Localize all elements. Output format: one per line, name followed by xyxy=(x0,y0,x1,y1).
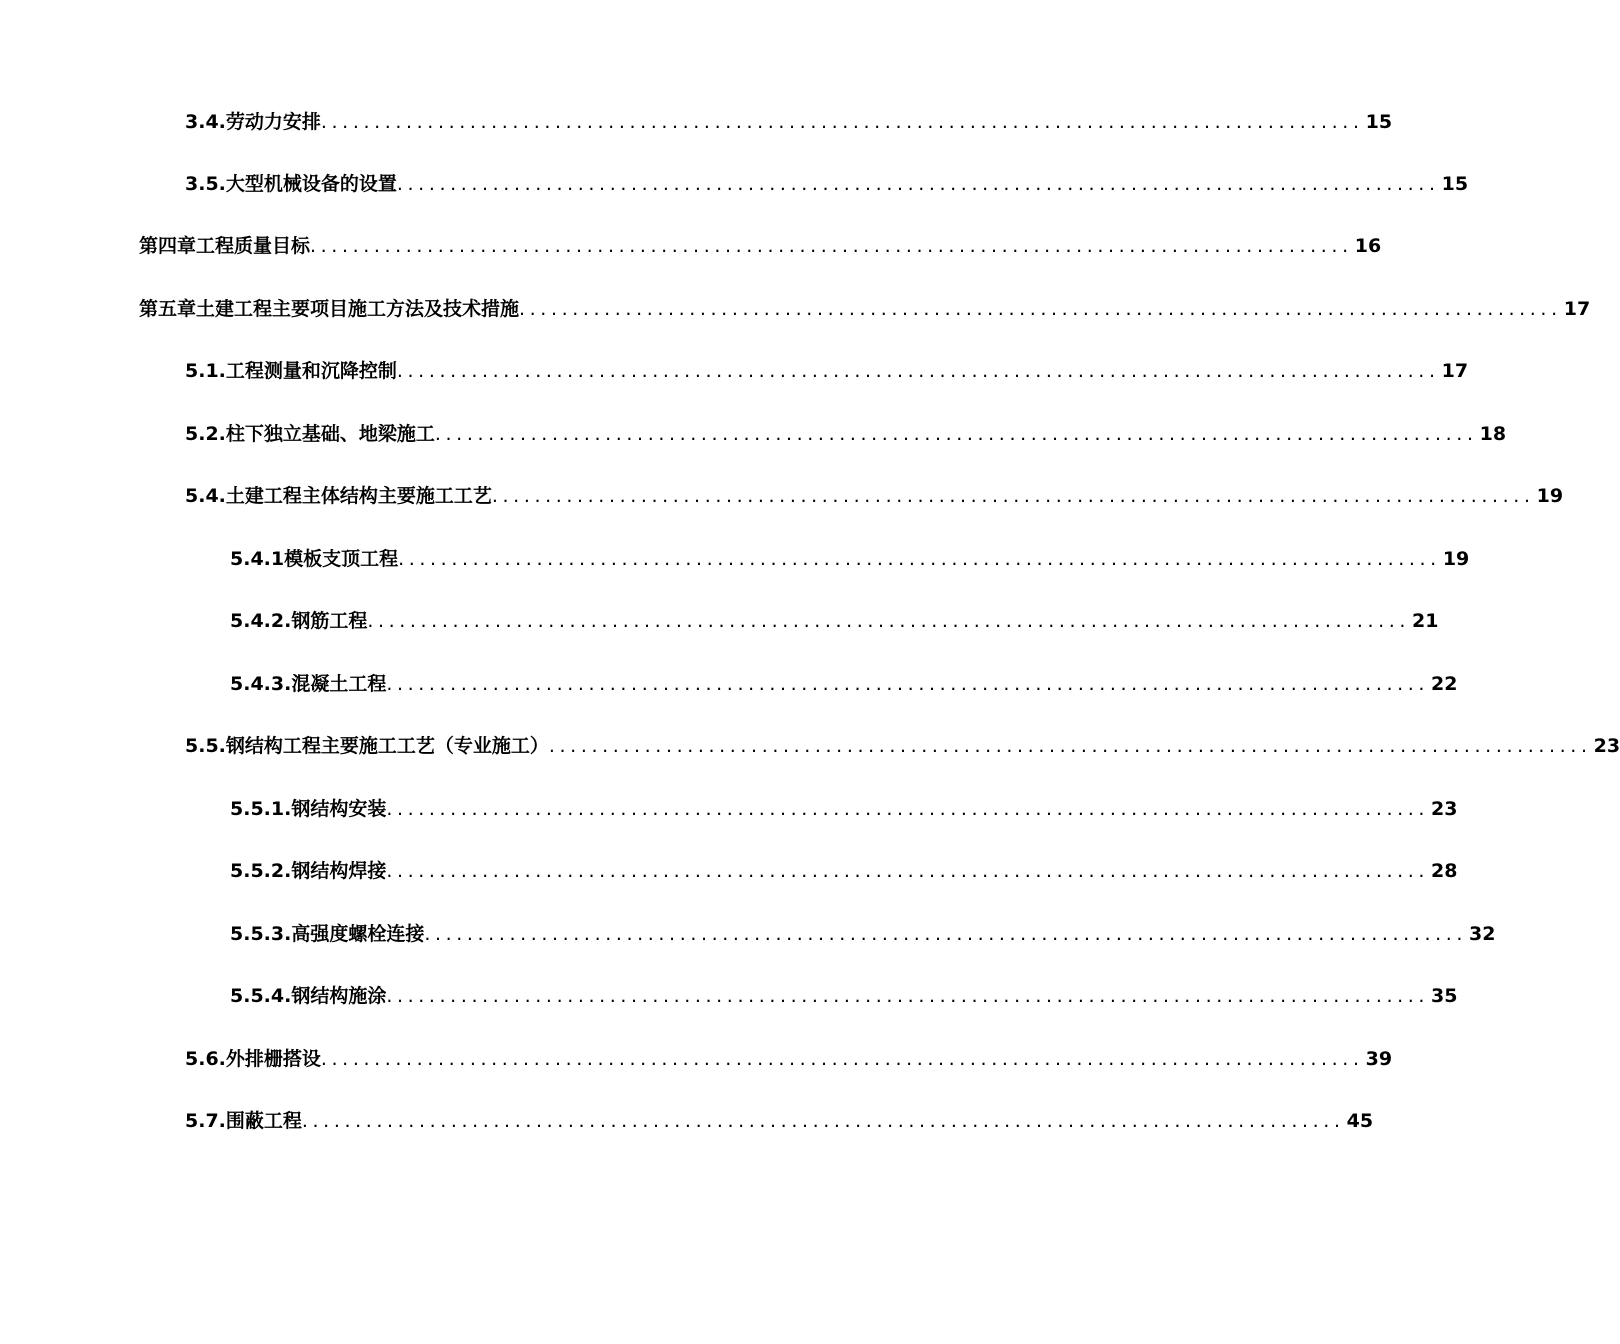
toc-entry-number: 第五章 xyxy=(139,298,197,320)
toc-entry-number: 5.5.4. xyxy=(230,985,292,1007)
toc-entry-5-7[interactable] xyxy=(185,1103,1374,1133)
toc-entry-5-5-4[interactable] xyxy=(230,978,1458,1008)
dot-leader: .................................................................................................. xyxy=(386,860,1430,882)
toc-entry-title: 外排栅搭设 xyxy=(225,1048,321,1070)
toc-entry-5-2[interactable] xyxy=(185,416,1507,446)
toc-entry-title: 钢结构安装 xyxy=(291,798,387,820)
toc-entry-title: 工程质量目标 xyxy=(196,235,311,257)
toc-entry-page: 19 xyxy=(1442,548,1470,570)
toc-entry-page: 16 xyxy=(1354,235,1382,257)
toc-entry-page: 18 xyxy=(1479,423,1507,445)
toc-entry-chapter-4[interactable] xyxy=(139,228,1382,258)
toc-entry-5-4-3[interactable] xyxy=(230,666,1458,696)
dot-leader: .................................................................................................. xyxy=(386,985,1430,1007)
toc-entry-chapter-5[interactable] xyxy=(139,291,1591,321)
dot-leader: .................................................................................................. xyxy=(548,735,1592,757)
toc-entry-number: 3.4. xyxy=(185,111,226,133)
dot-leader: .................................................................................................. xyxy=(424,923,1468,945)
toc-entry-number: 5.5. xyxy=(185,735,226,757)
dot-leader: .................................................................................................. xyxy=(310,235,1353,257)
toc-entry-5-1[interactable] xyxy=(185,353,1469,383)
toc-entry-page: 17 xyxy=(1441,360,1469,382)
toc-entry-number: 5.1. xyxy=(185,360,226,382)
toc-entry-number: 5.4.1 xyxy=(230,548,285,570)
toc-entry-page: 23 xyxy=(1431,798,1458,820)
toc-entry-number: 5.7. xyxy=(185,1110,226,1132)
toc-entry-3-5[interactable] xyxy=(185,166,1469,196)
toc-entry-page: 17 xyxy=(1563,298,1591,320)
dot-leader: .................................................................................................. xyxy=(491,485,1535,507)
toc-entry-number: 5.4.3. xyxy=(230,673,292,695)
dot-leader: .................................................................................................. xyxy=(320,1048,1364,1070)
toc-entry-page: 19 xyxy=(1536,485,1564,507)
dot-leader: .................................................................................................. xyxy=(398,548,1441,570)
toc-entry-page: 39 xyxy=(1365,1048,1393,1070)
toc-entry-5-4[interactable] xyxy=(185,478,1564,508)
toc-entry-5-6[interactable] xyxy=(185,1041,1393,1071)
dot-leader: .................................................................................................. xyxy=(396,360,1440,382)
toc-entry-5-5[interactable] xyxy=(185,728,1620,758)
toc-entry-page: 35 xyxy=(1431,985,1458,1007)
toc-entry-title: 土建工程主体结构主要施工工艺 xyxy=(225,485,492,507)
toc-entry-number: 5.5.3. xyxy=(230,923,292,945)
toc-entry-title: 大型机械设备的设置 xyxy=(225,173,397,195)
toc-entry-5-5-2[interactable] xyxy=(230,853,1458,883)
dot-leader: .................................................................................................. xyxy=(519,298,1562,320)
toc-entry-title: 高强度螺栓连接 xyxy=(291,923,425,945)
toc-entry-title: 混凝土工程 xyxy=(291,673,387,695)
toc-entry-title: 钢结构施涂 xyxy=(291,985,387,1007)
toc-entry-page: 21 xyxy=(1412,610,1439,632)
dot-leader: .................................................................................................. xyxy=(367,610,1411,632)
toc-entry-5-4-1[interactable] xyxy=(230,541,1470,571)
toc-entry-page: 15 xyxy=(1365,111,1393,133)
toc-entry-title: 柱下独立基础、地梁施工 xyxy=(225,423,435,445)
toc-entry-5-5-3[interactable] xyxy=(230,916,1496,946)
toc-entry-number: 5.5.1. xyxy=(230,798,292,820)
toc-entry-page: 28 xyxy=(1431,860,1458,882)
toc-entry-title: 钢结构工程主要施工工艺（专业施工） xyxy=(225,735,549,757)
toc-entry-number: 5.6. xyxy=(185,1048,226,1070)
dot-leader: .................................................................................................. xyxy=(301,1110,1345,1132)
toc-entry-number: 5.2. xyxy=(185,423,226,445)
toc-entry-title: 模板支顶工程 xyxy=(284,548,399,570)
toc-entry-page: 32 xyxy=(1469,923,1496,945)
toc-entry-3-4[interactable] xyxy=(185,104,1393,134)
dot-leader: .................................................................................................. xyxy=(320,111,1364,133)
dot-leader: .................................................................................................. xyxy=(386,673,1430,695)
toc-entry-page: 15 xyxy=(1441,173,1469,195)
toc-entry-title: 劳动力安排 xyxy=(225,111,321,133)
toc-entry-page: 45 xyxy=(1346,1110,1374,1132)
toc-entry-title: 钢筋工程 xyxy=(291,610,368,632)
toc-entry-number: 第四章 xyxy=(139,235,197,257)
dot-leader: .................................................................................................. xyxy=(396,173,1440,195)
toc-entry-title: 土建工程主要项目施工方法及技术措施 xyxy=(196,298,520,320)
toc-entry-number: 5.4. xyxy=(185,485,226,507)
toc-entry-title: 钢结构焊接 xyxy=(291,860,387,882)
dot-leader: .................................................................................................. xyxy=(386,798,1430,820)
dot-leader: .................................................................................................. xyxy=(434,423,1478,445)
toc-entry-page: 22 xyxy=(1431,673,1458,695)
toc-entry-number: 5.4.2. xyxy=(230,610,292,632)
toc-entry-title: 围蔽工程 xyxy=(225,1110,302,1132)
toc-entry-5-4-2[interactable] xyxy=(230,603,1439,633)
toc-entry-number: 5.5.2. xyxy=(230,860,292,882)
toc-entry-title: 工程测量和沉降控制 xyxy=(225,360,397,382)
toc-entry-page: 23 xyxy=(1593,735,1620,757)
toc-entry-number: 3.5. xyxy=(185,173,226,195)
toc-entry-5-5-1[interactable] xyxy=(230,791,1458,821)
